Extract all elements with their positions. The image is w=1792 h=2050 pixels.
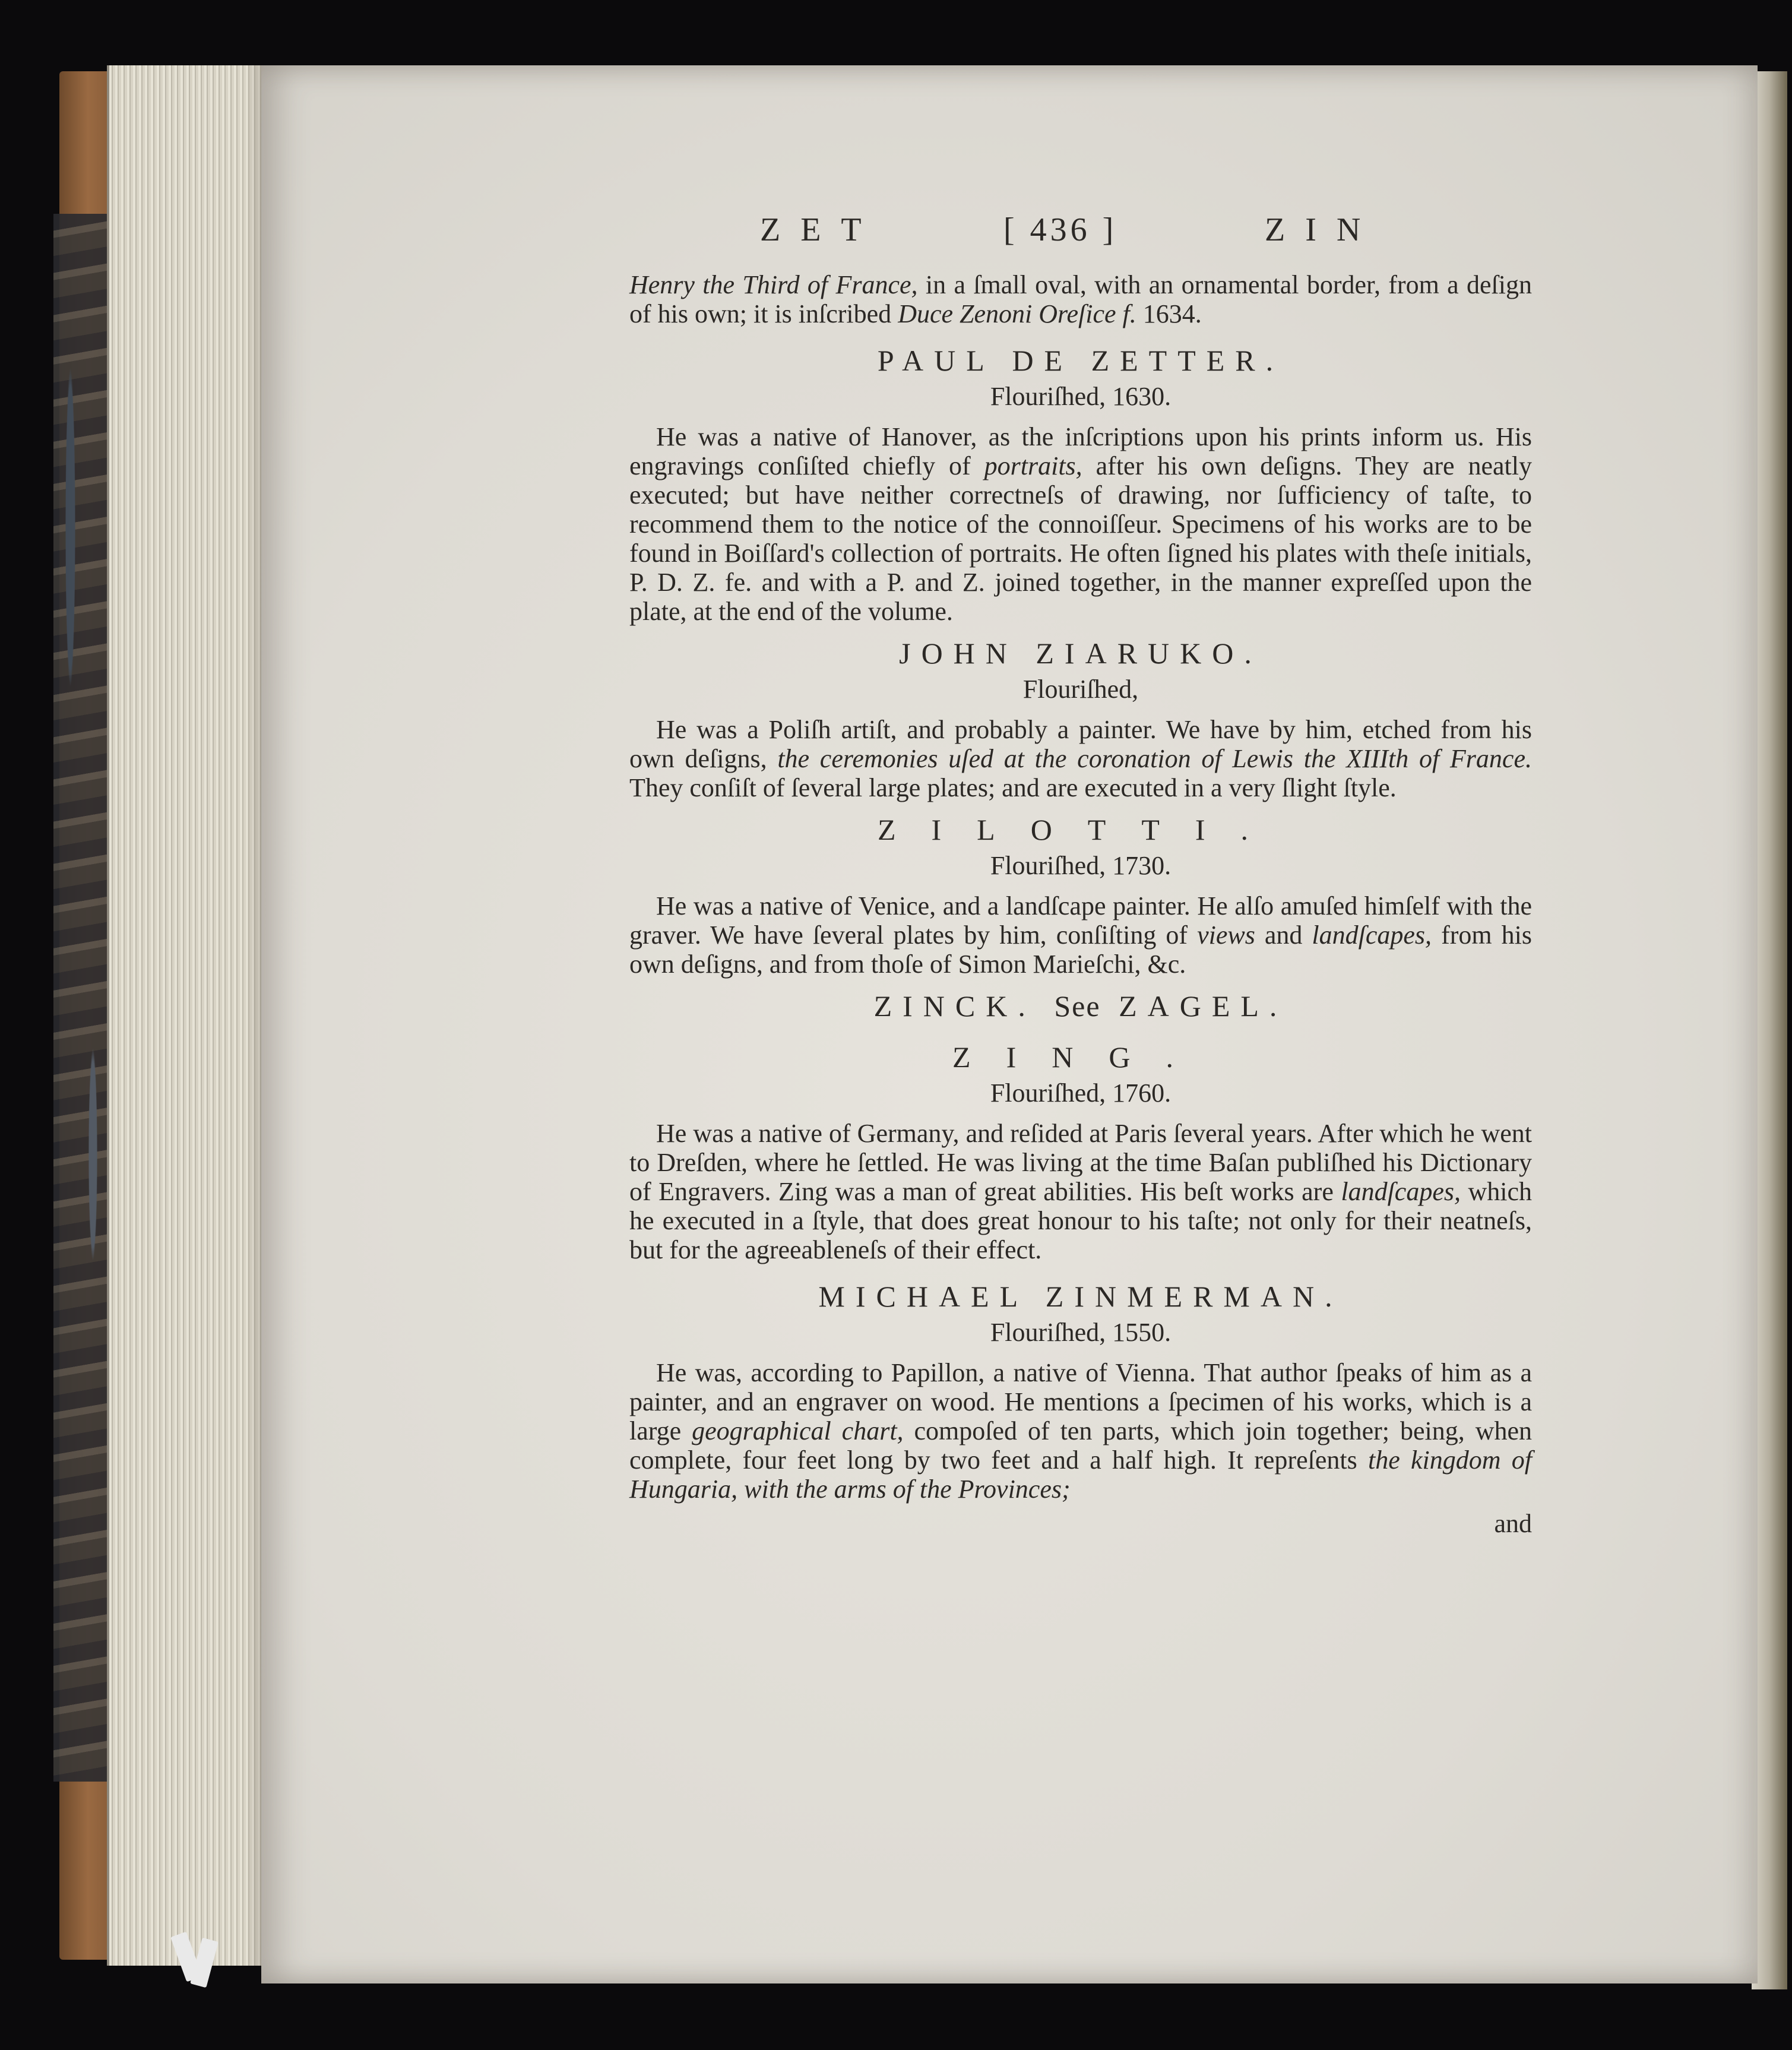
italic-text: landſcapes, <box>1341 1177 1461 1206</box>
italic-text: Duce Zenoni Oreſice f. <box>898 299 1136 328</box>
text: from his own deſigns, and from thoſe of Simon Marieſchi, &c. <box>629 920 1532 979</box>
italic-text: Henry the Third of France, <box>629 270 918 299</box>
text: They conſiſt of ſeveral large plates; and are executed in a very ſlight ſtyle. <box>629 773 1397 802</box>
italic-text: the kingdom of Hungaria, with the arms of the Provinces; <box>629 1445 1532 1504</box>
entry-heading-zinck <box>629 987 1532 1025</box>
italic-text: geographical chart, <box>692 1416 904 1445</box>
flourished-line: Flouriſhed, 1730. <box>990 851 1172 880</box>
entry-body-zing <box>629 1119 1532 1264</box>
text: He was a native of Germany, and reſided at Paris ſeveral years. After which he went to Dreſden, where he ſettled. He was living at the time Baſan publiſhed his Dictionary of Engravers. Zing was a man of great abilities. His beſt works are <box>629 1119 1532 1206</box>
entry-heading-zing: ZING. <box>952 1040 1209 1074</box>
entry-body-zilotti <box>629 891 1532 979</box>
text: 1634. <box>1136 299 1202 328</box>
page-stack-edges <box>107 65 270 1966</box>
page-number: [ 436 ] <box>1003 211 1117 248</box>
page-text <box>629 270 1532 1539</box>
entry-heading-zilotti: ZILOTTI. <box>877 813 1284 846</box>
text: and <box>1255 920 1312 950</box>
entry-body-zetter <box>629 422 1532 626</box>
flourished-line: Flouriſhed, 1550. <box>990 1318 1172 1347</box>
italic-text: the ceremonies uſed at the coronation of Lewis the XIIIth of France. <box>777 744 1532 773</box>
intro-paragraph <box>629 270 1532 328</box>
catchword: and <box>1494 1509 1532 1538</box>
italic-text: views <box>1197 920 1255 950</box>
marbled-endpaper <box>53 214 110 1782</box>
entry-heading-zetter: PAUL DE ZETTER. <box>877 344 1284 377</box>
text: in a ſmall oval, with an ornamental border, from a deſign of his own; it is inſcribed <box>629 270 1532 328</box>
entry-heading-zinmerman: MICHAEL ZINMERMAN. <box>818 1280 1343 1313</box>
header-left: ZET <box>760 211 882 248</box>
flourished-line: Flouriſhed, 1630. <box>990 382 1172 411</box>
flourished-line: Flouriſhed, <box>1022 675 1139 704</box>
text: ZINCK. <box>873 989 1036 1023</box>
text: He was a native of Venice, and a landſcape painter. He alſo amuſed himſelf with the graver. We have ſeveral plates by him, conſiſting of <box>629 891 1532 950</box>
text: He was a native of Hanover, as the inſcriptions upon his prints inform us. His engravings conſiſted chiefly of <box>629 422 1532 480</box>
text: after his own deſigns. They are neatly executed; but have neither correctneſs of drawing, nor ſufficiency of taſte, to recommend them to the notice of the connoiſſeur. Specimens of his works are to be found in Boiſſard's collection of portraits. He often ſigned his plates with theſe initials, P. D. Z. fe. and with a P. and Z. joined together, in the manner expreſſed upon the plate, at the end of the volume. <box>629 451 1532 626</box>
entry-body-zinmerman <box>629 1358 1532 1504</box>
running-header <box>760 211 1413 252</box>
text: He was, according to Papillon, a native of Vienna. That author ſpeaks of him as a painter, and an engraver on wood. He mentions a ſpecimen of his works, which is a large <box>629 1358 1532 1445</box>
see-reference: See <box>1054 989 1101 1023</box>
text: which he executed in a ſtyle, that does great honour to his taſte; not only for their neatneſs, but for the agreeableneſs of their effect. <box>629 1177 1532 1264</box>
italic-text: landſcapes, <box>1312 920 1432 950</box>
header-right: ZIN <box>1265 211 1381 248</box>
cross-reference: ZAGEL. <box>1119 989 1288 1023</box>
text: compoſed of ten parts, which join together; being, when complete, four feet long by two feet and a half high. It repreſents <box>629 1416 1532 1475</box>
entry-heading-ziaruko: JOHN ZIARUKO. <box>899 637 1262 670</box>
flourished-line: Flouriſhed, 1760. <box>990 1078 1172 1108</box>
entry-body-ziaruko <box>629 715 1532 802</box>
italic-text: portraits, <box>984 451 1082 480</box>
text: He was a Poliſh artiſt, and probably a painter. We have by him, etched from his own deſigns, <box>629 715 1532 773</box>
